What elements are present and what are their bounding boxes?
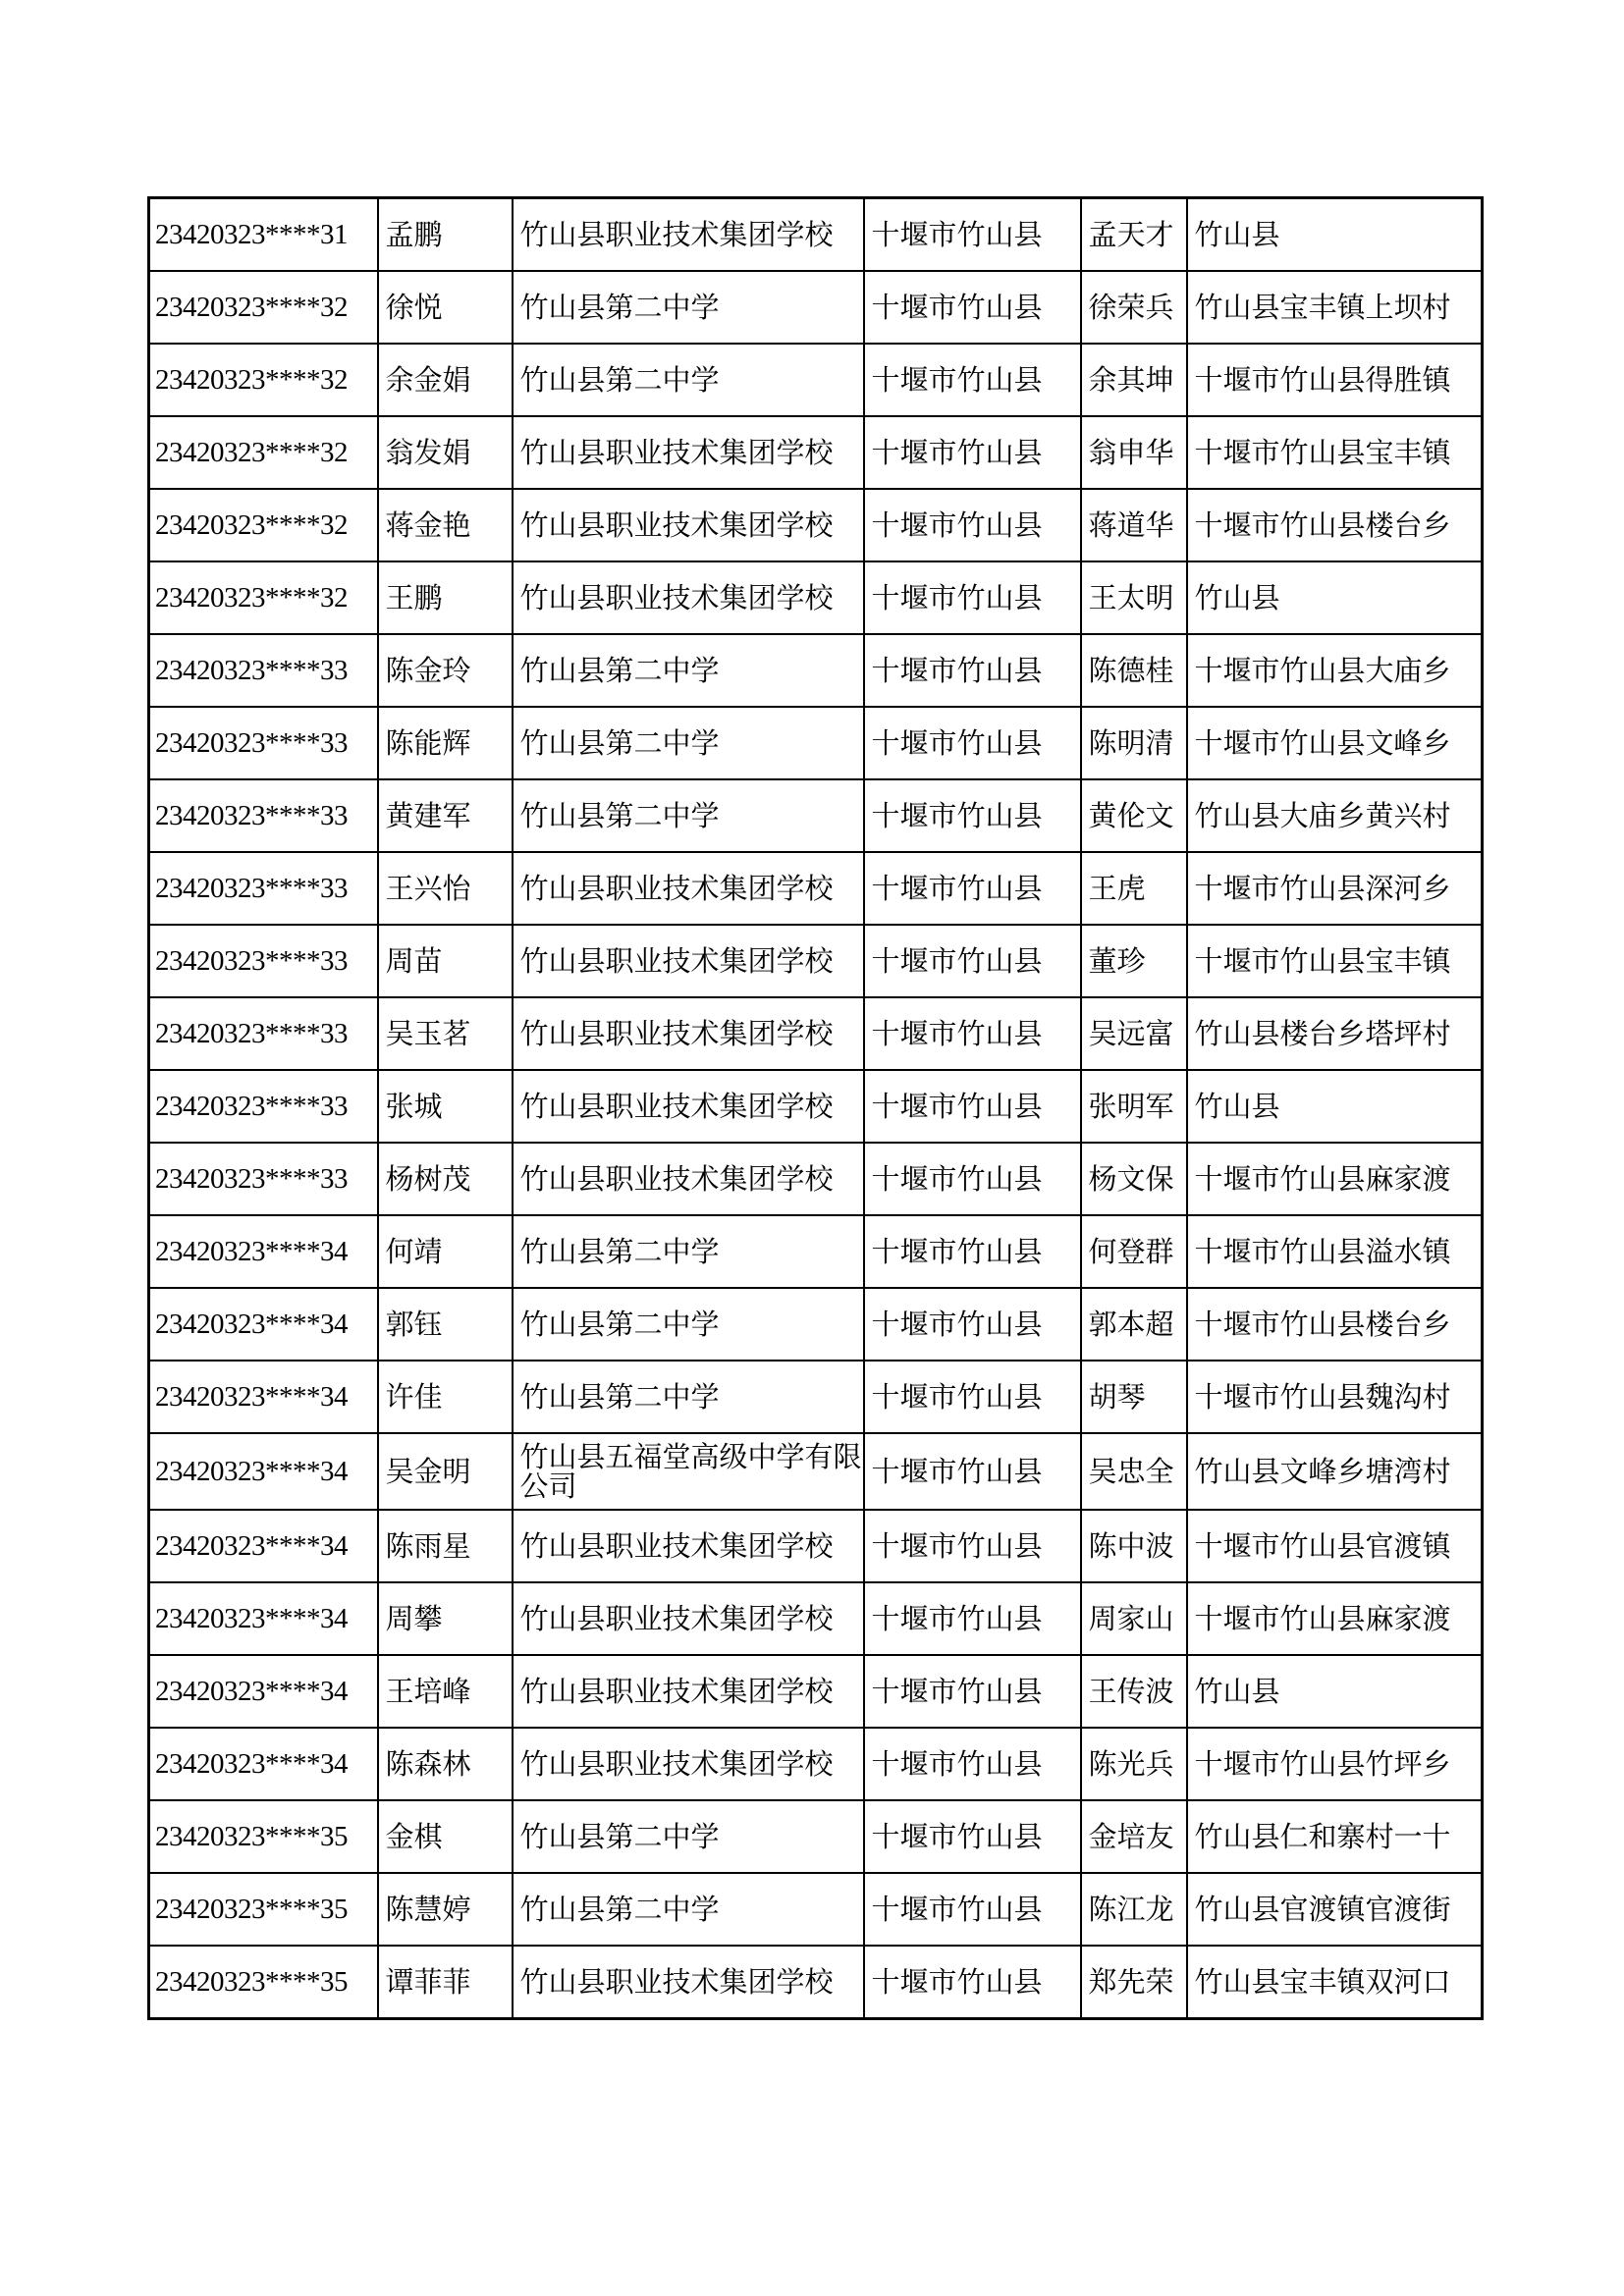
school-cell: 竹山县职业技术集团学校 [513, 1655, 864, 1728]
table-row [149, 561, 1483, 634]
address-cell: 竹山县大庙乡黄兴村 [1187, 779, 1483, 852]
student-name-cell: 徐悦 [378, 271, 513, 344]
guardian-name-cell: 胡琴 [1081, 1361, 1187, 1433]
region-cell: 十堰市竹山县 [864, 634, 1081, 707]
address-cell: 十堰市竹山县宝丰镇 [1187, 925, 1483, 997]
address-cell: 竹山县仁和寨村一十 [1187, 1800, 1483, 1873]
id-number-cell: 23420323****33 [149, 997, 378, 1070]
student-name-cell: 翁发娟 [378, 416, 513, 489]
address-cell: 竹山县官渡镇官渡街 [1187, 1873, 1483, 1946]
table-row [149, 489, 1483, 561]
address-cell: 十堰市竹山县魏沟村 [1187, 1361, 1483, 1433]
region-cell: 十堰市竹山县 [864, 1215, 1081, 1288]
guardian-name-cell: 孟天才 [1081, 198, 1187, 272]
school-cell: 竹山县职业技术集团学校 [513, 925, 864, 997]
school-cell: 竹山县五福堂高级中学有限公司 [513, 1433, 864, 1510]
guardian-name-cell: 董珍 [1081, 925, 1187, 997]
id-number-cell: 23420323****33 [149, 1143, 378, 1215]
region-cell: 十堰市竹山县 [864, 1070, 1081, 1143]
student-name-cell: 周苗 [378, 925, 513, 997]
student-name-cell: 吴金明 [378, 1433, 513, 1510]
guardian-name-cell: 陈明清 [1081, 707, 1187, 779]
school-cell: 竹山县职业技术集团学校 [513, 1582, 864, 1655]
id-number-cell: 23420323****35 [149, 1800, 378, 1873]
student-name-cell: 吴玉茗 [378, 997, 513, 1070]
address-cell: 竹山县宝丰镇双河口 [1187, 1946, 1483, 2019]
id-number-cell: 23420323****34 [149, 1288, 378, 1361]
school-cell: 竹山县职业技术集团学校 [513, 489, 864, 561]
guardian-name-cell: 陈光兵 [1081, 1728, 1187, 1800]
region-cell: 十堰市竹山县 [864, 561, 1081, 634]
student-name-cell: 张城 [378, 1070, 513, 1143]
table-row [149, 1143, 1483, 1215]
student-name-cell: 王培峰 [378, 1655, 513, 1728]
table-row [149, 271, 1483, 344]
student-name-cell: 周攀 [378, 1582, 513, 1655]
table-row [149, 997, 1483, 1070]
student-name-cell: 孟鹏 [378, 198, 513, 272]
guardian-name-cell: 陈中波 [1081, 1510, 1187, 1582]
school-cell: 竹山县职业技术集团学校 [513, 997, 864, 1070]
student-name-cell: 陈金玲 [378, 634, 513, 707]
student-name-cell: 余金娟 [378, 344, 513, 416]
region-cell: 十堰市竹山县 [864, 1946, 1081, 2019]
school-cell: 竹山县职业技术集团学校 [513, 852, 864, 925]
student-name-cell: 陈慧婷 [378, 1873, 513, 1946]
region-cell: 十堰市竹山县 [864, 489, 1081, 561]
student-name-cell: 王鹏 [378, 561, 513, 634]
region-cell: 十堰市竹山县 [864, 198, 1081, 272]
school-cell: 竹山县第二中学 [513, 1215, 864, 1288]
guardian-name-cell: 金培友 [1081, 1800, 1187, 1873]
guardian-name-cell: 余其坤 [1081, 344, 1187, 416]
region-cell: 十堰市竹山县 [864, 852, 1081, 925]
guardian-name-cell: 王太明 [1081, 561, 1187, 634]
address-cell: 竹山县 [1187, 198, 1483, 272]
guardian-name-cell: 王虎 [1081, 852, 1187, 925]
student-name-cell: 王兴怡 [378, 852, 513, 925]
address-cell: 十堰市竹山县得胜镇 [1187, 344, 1483, 416]
table-row [149, 1873, 1483, 1946]
id-number-cell: 23420323****33 [149, 1070, 378, 1143]
address-cell: 十堰市竹山县宝丰镇 [1187, 416, 1483, 489]
id-number-cell: 23420323****34 [149, 1510, 378, 1582]
student-name-cell: 陈森林 [378, 1728, 513, 1800]
address-cell: 十堰市竹山县麻家渡 [1187, 1582, 1483, 1655]
table-row [149, 1728, 1483, 1800]
region-cell: 十堰市竹山县 [864, 707, 1081, 779]
guardian-name-cell: 吴远富 [1081, 997, 1187, 1070]
region-cell: 十堰市竹山县 [864, 1143, 1081, 1215]
table-row [149, 1800, 1483, 1873]
id-number-cell: 23420323****32 [149, 561, 378, 634]
table-row [149, 1655, 1483, 1728]
table-row [149, 416, 1483, 489]
id-number-cell: 23420323****34 [149, 1215, 378, 1288]
id-number-cell: 23420323****34 [149, 1361, 378, 1433]
student-name-cell: 何靖 [378, 1215, 513, 1288]
address-cell: 十堰市竹山县深河乡 [1187, 852, 1483, 925]
id-number-cell: 23420323****31 [149, 198, 378, 272]
table-row [149, 1582, 1483, 1655]
region-cell: 十堰市竹山县 [864, 1800, 1081, 1873]
id-number-cell: 23420323****33 [149, 852, 378, 925]
school-cell: 竹山县第二中学 [513, 1800, 864, 1873]
region-cell: 十堰市竹山县 [864, 1361, 1081, 1433]
id-number-cell: 23420323****34 [149, 1728, 378, 1800]
region-cell: 十堰市竹山县 [864, 997, 1081, 1070]
school-cell: 竹山县第二中学 [513, 1288, 864, 1361]
table-row [149, 1510, 1483, 1582]
guardian-name-cell: 蒋道华 [1081, 489, 1187, 561]
table-row [149, 1288, 1483, 1361]
school-cell: 竹山县第二中学 [513, 779, 864, 852]
id-number-cell: 23420323****34 [149, 1433, 378, 1510]
guardian-name-cell: 陈德桂 [1081, 634, 1187, 707]
address-cell: 竹山县文峰乡塘湾村 [1187, 1433, 1483, 1510]
id-number-cell: 23420323****32 [149, 271, 378, 344]
region-cell: 十堰市竹山县 [864, 1288, 1081, 1361]
student-name-cell: 陈能辉 [378, 707, 513, 779]
school-cell: 竹山县职业技术集团学校 [513, 1510, 864, 1582]
region-cell: 十堰市竹山县 [864, 271, 1081, 344]
address-cell: 十堰市竹山县竹坪乡 [1187, 1728, 1483, 1800]
table-row [149, 925, 1483, 997]
address-cell: 竹山县 [1187, 1070, 1483, 1143]
id-number-cell: 23420323****35 [149, 1873, 378, 1946]
school-cell: 竹山县职业技术集团学校 [513, 198, 864, 272]
school-cell: 竹山县第二中学 [513, 1361, 864, 1433]
table-row [149, 1215, 1483, 1288]
school-cell: 竹山县职业技术集团学校 [513, 561, 864, 634]
id-number-cell: 23420323****33 [149, 707, 378, 779]
id-number-cell: 23420323****32 [149, 344, 378, 416]
table-row [149, 1946, 1483, 2019]
guardian-name-cell: 郭本超 [1081, 1288, 1187, 1361]
id-number-cell: 23420323****33 [149, 779, 378, 852]
id-number-cell: 23420323****33 [149, 925, 378, 997]
student-name-cell: 杨树茂 [378, 1143, 513, 1215]
guardian-name-cell: 张明军 [1081, 1070, 1187, 1143]
region-cell: 十堰市竹山县 [864, 925, 1081, 997]
table-row [149, 1433, 1483, 1510]
region-cell: 十堰市竹山县 [864, 1582, 1081, 1655]
address-cell: 十堰市竹山县楼台乡 [1187, 489, 1483, 561]
region-cell: 十堰市竹山县 [864, 344, 1081, 416]
table-row [149, 779, 1483, 852]
id-number-cell: 23420323****34 [149, 1655, 378, 1728]
address-cell: 十堰市竹山县大庙乡 [1187, 634, 1483, 707]
region-cell: 十堰市竹山县 [864, 779, 1081, 852]
student-name-cell: 谭菲菲 [378, 1946, 513, 2019]
id-number-cell: 23420323****33 [149, 634, 378, 707]
region-cell: 十堰市竹山县 [864, 1510, 1081, 1582]
roster-table-body [149, 198, 1483, 2019]
region-cell: 十堰市竹山县 [864, 416, 1081, 489]
guardian-name-cell: 黄伦文 [1081, 779, 1187, 852]
school-cell: 竹山县职业技术集团学校 [513, 416, 864, 489]
table-row [149, 707, 1483, 779]
student-name-cell: 金棋 [378, 1800, 513, 1873]
school-cell: 竹山县第二中学 [513, 634, 864, 707]
guardian-name-cell: 郑先荣 [1081, 1946, 1187, 2019]
address-cell: 十堰市竹山县溢水镇 [1187, 1215, 1483, 1288]
guardian-name-cell: 何登群 [1081, 1215, 1187, 1288]
address-cell: 十堰市竹山县文峰乡 [1187, 707, 1483, 779]
table-row [149, 1070, 1483, 1143]
school-cell: 竹山县第二中学 [513, 344, 864, 416]
table-row [149, 1361, 1483, 1433]
school-cell: 竹山县职业技术集团学校 [513, 1070, 864, 1143]
table-row [149, 852, 1483, 925]
id-number-cell: 23420323****32 [149, 489, 378, 561]
school-cell: 竹山县职业技术集团学校 [513, 1143, 864, 1215]
guardian-name-cell: 王传波 [1081, 1655, 1187, 1728]
region-cell: 十堰市竹山县 [864, 1728, 1081, 1800]
school-cell: 竹山县职业技术集团学校 [513, 1728, 864, 1800]
school-cell: 竹山县第二中学 [513, 271, 864, 344]
school-cell: 竹山县第二中学 [513, 707, 864, 779]
address-cell: 竹山县 [1187, 1655, 1483, 1728]
region-cell: 十堰市竹山县 [864, 1655, 1081, 1728]
address-cell: 竹山县宝丰镇上坝村 [1187, 271, 1483, 344]
student-name-cell: 蒋金艳 [378, 489, 513, 561]
guardian-name-cell: 翁申华 [1081, 416, 1187, 489]
address-cell: 十堰市竹山县楼台乡 [1187, 1288, 1483, 1361]
guardian-name-cell: 吴忠全 [1081, 1433, 1187, 1510]
roster-table [147, 196, 1484, 2020]
address-cell: 竹山县 [1187, 561, 1483, 634]
guardian-name-cell: 周家山 [1081, 1582, 1187, 1655]
student-name-cell: 许佳 [378, 1361, 513, 1433]
table-row [149, 198, 1483, 272]
table-row [149, 634, 1483, 707]
id-number-cell: 23420323****32 [149, 416, 378, 489]
school-cell: 竹山县职业技术集团学校 [513, 1946, 864, 2019]
guardian-name-cell: 徐荣兵 [1081, 271, 1187, 344]
student-name-cell: 郭钰 [378, 1288, 513, 1361]
address-cell: 十堰市竹山县麻家渡 [1187, 1143, 1483, 1215]
table-row [149, 344, 1483, 416]
region-cell: 十堰市竹山县 [864, 1433, 1081, 1510]
guardian-name-cell: 陈江龙 [1081, 1873, 1187, 1946]
id-number-cell: 23420323****34 [149, 1582, 378, 1655]
address-cell: 竹山县楼台乡塔坪村 [1187, 997, 1483, 1070]
school-cell: 竹山县第二中学 [513, 1873, 864, 1946]
student-name-cell: 陈雨星 [378, 1510, 513, 1582]
id-number-cell: 23420323****35 [149, 1946, 378, 2019]
address-cell: 十堰市竹山县官渡镇 [1187, 1510, 1483, 1582]
guardian-name-cell: 杨文保 [1081, 1143, 1187, 1215]
student-name-cell: 黄建军 [378, 779, 513, 852]
region-cell: 十堰市竹山县 [864, 1873, 1081, 1946]
